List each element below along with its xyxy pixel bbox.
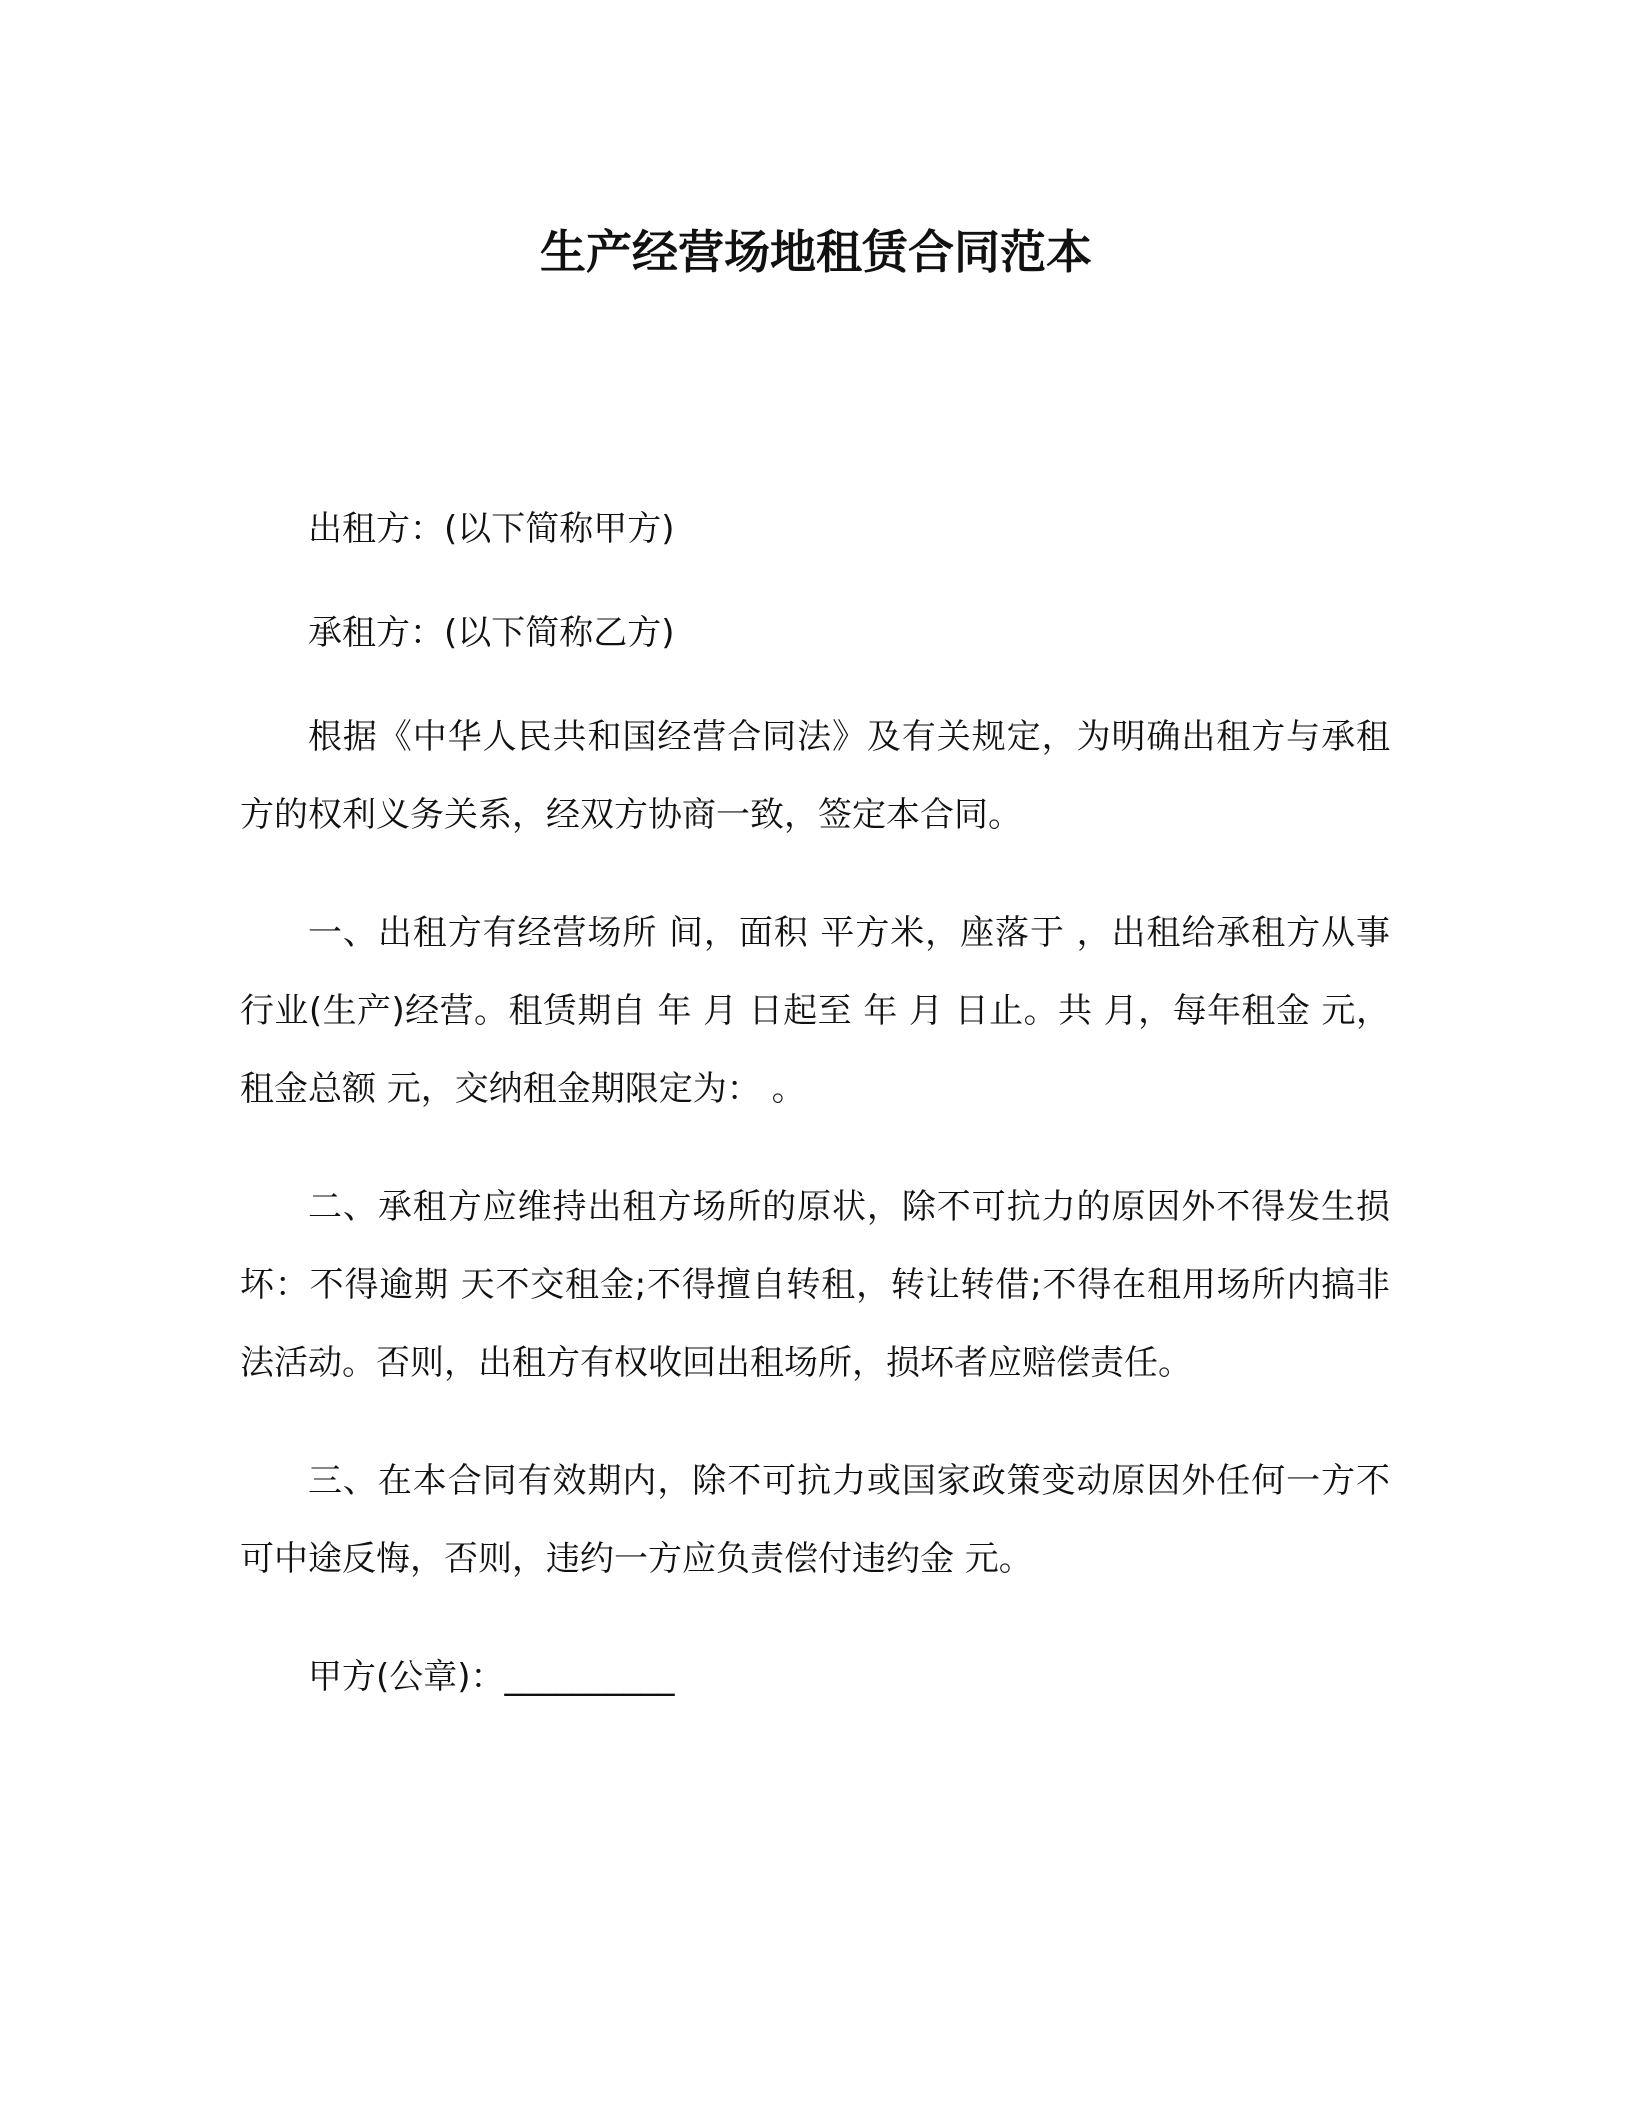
clause-2-paragraph: 二、承租方应维持出租方场所的原状，除不可抗力的原因外不得发生损坏：不得逾期 天不交租金;不得擅自转租，转让转借;不得在租用场所内搞非法活动。否则，出租方有权收回出租场所，损坏者应赔偿责任。 [240,1187,1390,1383]
lessor-line: 出租方：(以下简称甲方) [308,509,675,549]
lessee-line: 承租方：(以下简称乙方) [308,613,675,653]
signature-label: 甲方(公章)： [308,1657,505,1697]
signature-line [240,1638,1390,1716]
document-body [240,490,1390,1716]
clause-3-paragraph: 三、在本合同有效期内，除不可抗力或国家政策变动原因外任何一方不可中途反悔，否则，违约一方应负责偿付违约金 元。 [240,1461,1390,1579]
preamble-paragraph: 根据《中华人民共和国经营合同法》及有关规定，为明确出租方与承租方的权利义务关系，经双方协商一致，签定本合同。 [240,717,1390,835]
clause-1-paragraph: 一、出租方有经营场所 间，面积 平方米，座落于 ，出租给承租方从事 行业(生产)经营。租赁期自 年 月 日起至 年 月 日止。共 月，每年租金 元，租金总额 元，交纳租金期限定为： 。 [240,913,1390,1109]
signature-blank: __________ [504,1657,675,1697]
document-title: 生产经营场地租赁合同范本 [540,225,1092,279]
